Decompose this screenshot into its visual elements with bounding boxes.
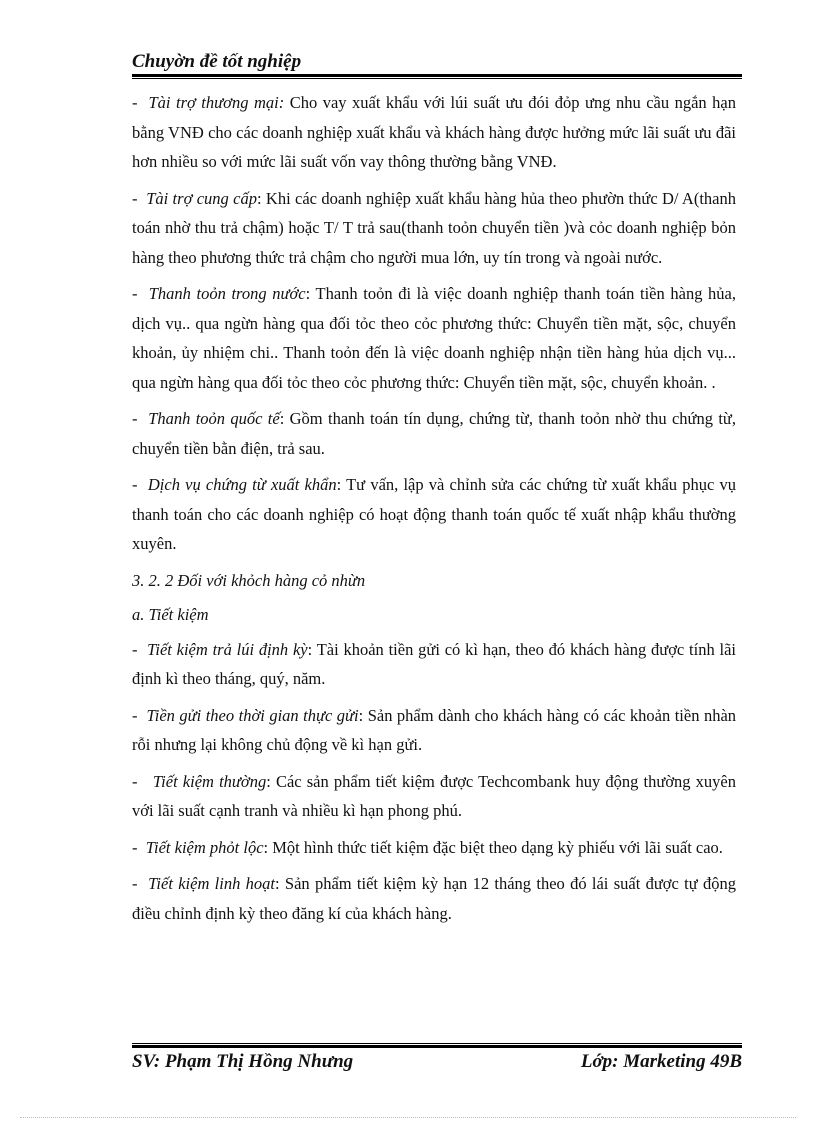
footer-rule <box>132 1043 742 1048</box>
savings-item <box>132 701 736 760</box>
term-real-time-deposit: Tiền gửi theo thời gian thực gửi <box>146 705 359 725</box>
paragraph-international-payment <box>132 404 736 463</box>
bullet-dash: - <box>132 771 138 791</box>
savings-item <box>132 635 736 694</box>
section-heading: 3. 2. 2 Đối với khỏch hàng cỏ nhừn <box>132 570 366 590</box>
page-footer <box>132 1050 742 1074</box>
paragraph-trade-finance <box>132 88 736 177</box>
savings-item <box>132 767 736 826</box>
term-export-documents: Dịch vụ chứng từ xuất khẩn <box>147 475 337 494</box>
bullet-dash: - <box>132 93 138 112</box>
bullet-dash: - <box>132 188 138 208</box>
header-rule <box>132 74 742 79</box>
paragraph-text: : Tài khoản tiền gửi có kì hạn, theo đó khách hàng được tính lãi định kì theo tháng, quý, năm. <box>132 639 736 688</box>
paragraph-text: : Các sản phẩm tiết kiệm được Techcombank huy động thường xuyên với lãi suất cạnh tranh và nhiều kì hạn phong phú. <box>132 771 736 820</box>
page-header-title: Chuyờn đề tốt nghiệp <box>132 51 302 72</box>
bullet-dash: - <box>132 409 138 428</box>
paragraph-text: : Sản phẩm tiết kiệm kỳ hạn 12 tháng theo đó lái suất được tự động điều chỉnh định kỳ theo đăng kí của khách hàng. <box>132 874 736 923</box>
paragraph-domestic-payment <box>132 279 736 397</box>
bullet-dash: - <box>132 874 138 893</box>
term-regular-savings: Tiết kiệm thường <box>152 771 267 791</box>
term-domestic-payment: Thanh toỏn trong nước <box>148 284 306 303</box>
term-international-payment: Thanh toỏn quốc tế <box>148 409 280 428</box>
savings-item <box>132 833 736 863</box>
bullet-dash: - <box>132 475 138 494</box>
subheading-savings: a. Tiết kiệm <box>132 605 209 624</box>
paragraph-text: : Sản phẩm dành cho khách hàng có các khoản tiền nhàn rỗi nhưng lại không chủ động về kì hạn gửi. <box>132 705 737 754</box>
paragraph-text: Cho vay xuất khẩu với lúi suất ưu đói đỏp ưng nhu cầu ngắn hạn bằng VNĐ cho các doanh nghiệp xuất khẩu và khách hàng được hưởng mức lãi suất ưu đãi hơn nhiều so với mức lãi suất vốn vay thông thường bằng VNĐ. <box>132 93 737 171</box>
paragraph-text: : Tư vấn, lập và chỉnh sửa các chứng từ xuất khẩu phục vụ thanh toán cho các doanh nghiệp có hoạt động thanh toán quốc tế xuất nhập khẩu thường xuyên. <box>132 475 736 553</box>
paragraph-export-documents <box>132 470 736 559</box>
bullet-dash: - <box>132 837 138 857</box>
term-trade-finance: Tài trợ thương mại: <box>148 93 285 112</box>
paragraph-text: : Một hình thức tiết kiệm đặc biệt theo dạng kỳ phiếu với lãi suất cao. <box>263 837 723 857</box>
document-body <box>132 88 736 935</box>
term-periodic-interest: Tiết kiệm trả lúi định kỳ <box>147 639 308 659</box>
term-fortune-savings: Tiết kiệm phỏt lộc <box>145 837 264 857</box>
paragraph-text: : Khi các doanh nghiệp xuất khẩu hàng hủa theo phườn thức D/ A(thanh toán nhờ thu trả chậm) hoặc T/ T trả sau(thanh toỏn chuyển tiền )và cỏc doanh nghiệp bỏn hàng theo phương thức trả chậm cho người mua lớn, uy tín trong và ngoài nước. <box>132 188 736 267</box>
bullet-dash: - <box>132 284 138 303</box>
footer-class: Lớp: Marketing 49B <box>580 1051 742 1072</box>
page-edge-divider <box>20 1117 796 1118</box>
paragraph-text: : Gồm thanh toán tín dụng, chứng từ, thanh toỏn nhờ thu chứng từ, chuyển tiền bằn điện, trả sau. <box>132 409 736 458</box>
term-supply-finance: Tài trợ cung cấp <box>146 188 257 208</box>
savings-item <box>132 869 736 928</box>
paragraph-supply-finance <box>132 184 736 273</box>
term-flexible-savings: Tiết kiệm linh hoạt <box>148 874 275 893</box>
bullet-dash: - <box>132 705 138 725</box>
paragraph-text: : Thanh toỏn đi là việc doanh nghiệp thanh toán tiền hàng hủa, dịch vụ.. qua ngừn hàng qua đối tỏc theo cỏc phương thức: Chuyển tiền mặt, sộc, chuyển khoản, ủy nhiệm chi.. Thanh toỏn đến là việc doanh nghiệp nhận tiền hàng hủa dịch vụ... qua ngừn hàng qua đối tỏc theo cỏc phương thức: Chuyển tiền mặt, sộc, chuyển khoản. . <box>132 284 737 392</box>
footer-student-name: SV: Phạm Thị Hồng Nhưng <box>132 1051 354 1072</box>
bullet-dash: - <box>132 639 138 659</box>
